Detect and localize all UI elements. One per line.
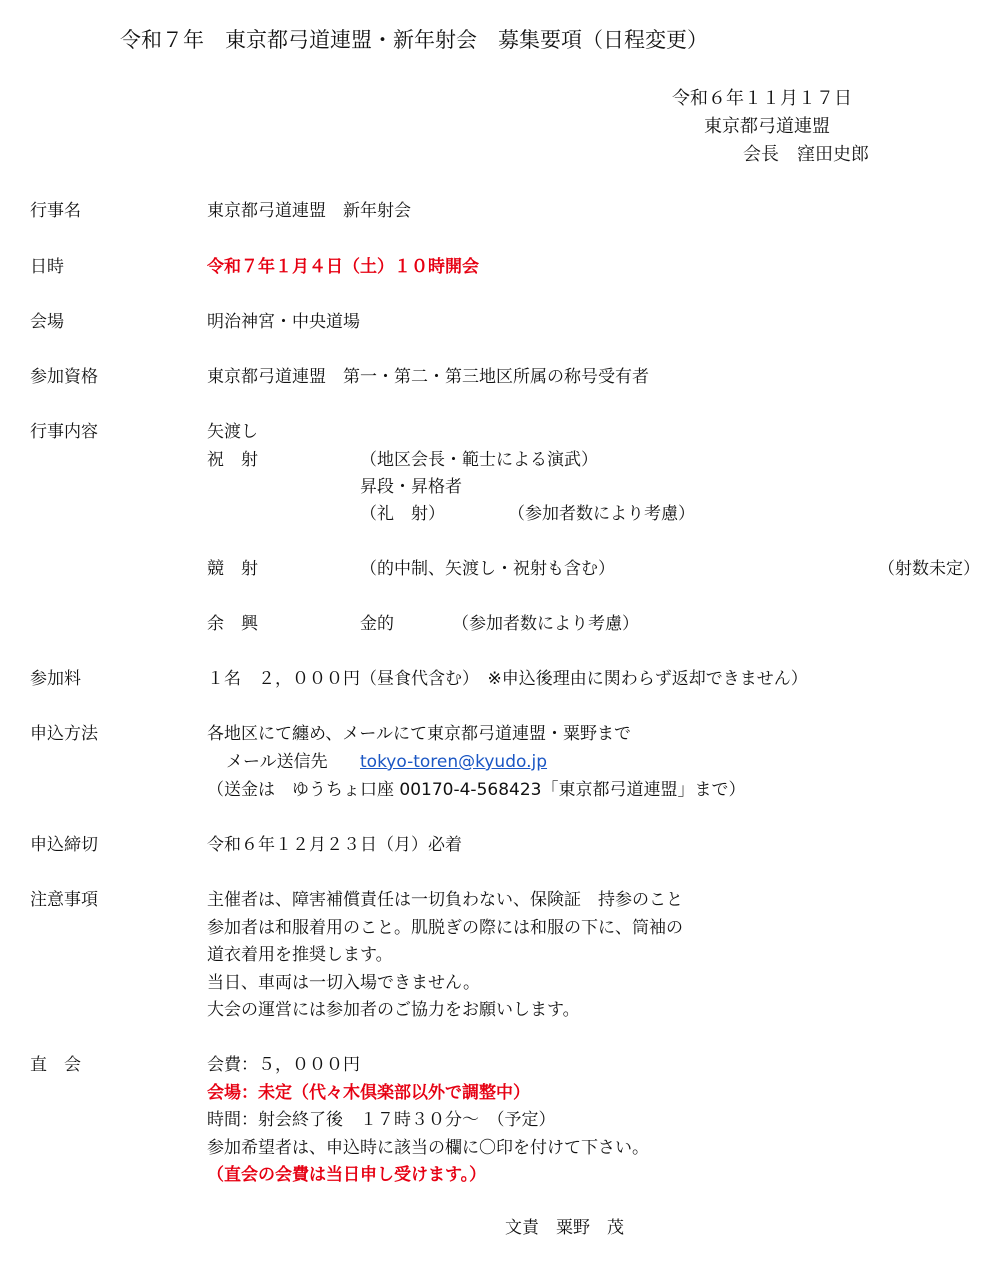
email-link[interactable]: tokyo-toren@kyudo.jp <box>360 752 548 772</box>
notes-line: 当日、車両は一切入場できません。 <box>207 973 481 993</box>
notes-line: 大会の運営には参加者のご協力をお願いします。 <box>207 1000 580 1020</box>
eligibility-label: 参加資格 <box>30 367 98 387</box>
organization-name: 東京都弓道連盟 <box>704 116 830 137</box>
program-kyosha: 競 射 <box>207 559 258 579</box>
program-kyosha-note: （的中制、矢渡し・祝射も含む） <box>360 559 615 579</box>
method-label: 申込方法 <box>30 724 98 744</box>
program-shukusha: 祝 射 <box>207 450 258 470</box>
program-kinteki: 金的 <box>360 614 394 634</box>
issue-date: 令和６年１１月１７日 <box>672 88 852 109</box>
naorai-venue: 会場：未定（代々木倶楽部以外で調整中） <box>207 1083 530 1103</box>
program-yokyo: 余 興 <box>207 614 258 634</box>
event-label: 行事名 <box>30 201 81 221</box>
program-kyosha-count: （射数未定） <box>878 559 980 579</box>
program-reisha: （礼 射） <box>360 504 445 524</box>
program-shodan: 昇段・昇格者 <box>360 477 462 497</box>
notes-line: 道衣着用を推奨します。 <box>207 945 393 965</box>
notes-label: 注意事項 <box>30 890 98 910</box>
chairman-name: 会長 窪田史郎 <box>743 144 869 165</box>
program-kinteki-note: （参加者数により考慮） <box>452 614 639 634</box>
notes-line: 参加者は和服着用のこと。肌脱ぎの際には和服の下に、筒袖の <box>207 918 683 938</box>
venue-label: 会場 <box>30 312 64 332</box>
program-label: 行事内容 <box>30 422 98 442</box>
method-line3: （送金は ゆうちょ口座 00170-4-568423「東京都弓道連盟」まで） <box>207 780 746 800</box>
program-shukusha-note: （地区会長・範士による演武） <box>360 450 598 470</box>
datetime-label: 日時 <box>30 257 64 277</box>
method-mail-label: メール送信先 <box>226 752 328 772</box>
fee-label: 参加料 <box>30 669 81 689</box>
deadline-label: 申込締切 <box>30 835 98 855</box>
naorai-apply: 参加希望者は、申込時に該当の欄に〇印を付けて下さい。 <box>207 1138 649 1158</box>
program-yawatashi: 矢渡し <box>207 422 258 442</box>
fee-value: １名 ２，０００円（昼食代含む） ※申込後理由に関わらず返却できません） <box>207 669 808 689</box>
naorai-fee: 会費：５，０００円 <box>207 1055 360 1075</box>
venue-value: 明治神宮・中央道場 <box>207 312 360 332</box>
program-reisha-note: （参加者数により考慮） <box>508 504 695 524</box>
naorai-time: 時間：射会終了後 １７時３０分～ （予定） <box>207 1110 556 1130</box>
event-value: 東京都弓道連盟 新年射会 <box>207 201 411 221</box>
deadline-value: 令和６年１２月２３日（月）必着 <box>207 835 462 855</box>
datetime-value: 令和７年１月４日（土）１０時開会 <box>207 257 479 277</box>
naorai-label: 直 会 <box>30 1055 81 1075</box>
naorai-pay: （直会の会費は当日申し受けます。） <box>207 1165 487 1185</box>
notes-line: 主催者は、障害補償責任は一切負わない、保険証 持参のこと <box>207 890 683 910</box>
eligibility-value: 東京都弓道連盟 第一・第二・第三地区所属の称号受有者 <box>207 367 649 387</box>
method-line1: 各地区にて纏め、メールにて東京都弓道連盟・粟野まで <box>207 724 631 744</box>
author-credit: 文責 粟野 茂 <box>505 1218 624 1238</box>
page-title: 令和７年 東京都弓道連盟・新年射会 募集要項（日程変更） <box>120 28 708 52</box>
